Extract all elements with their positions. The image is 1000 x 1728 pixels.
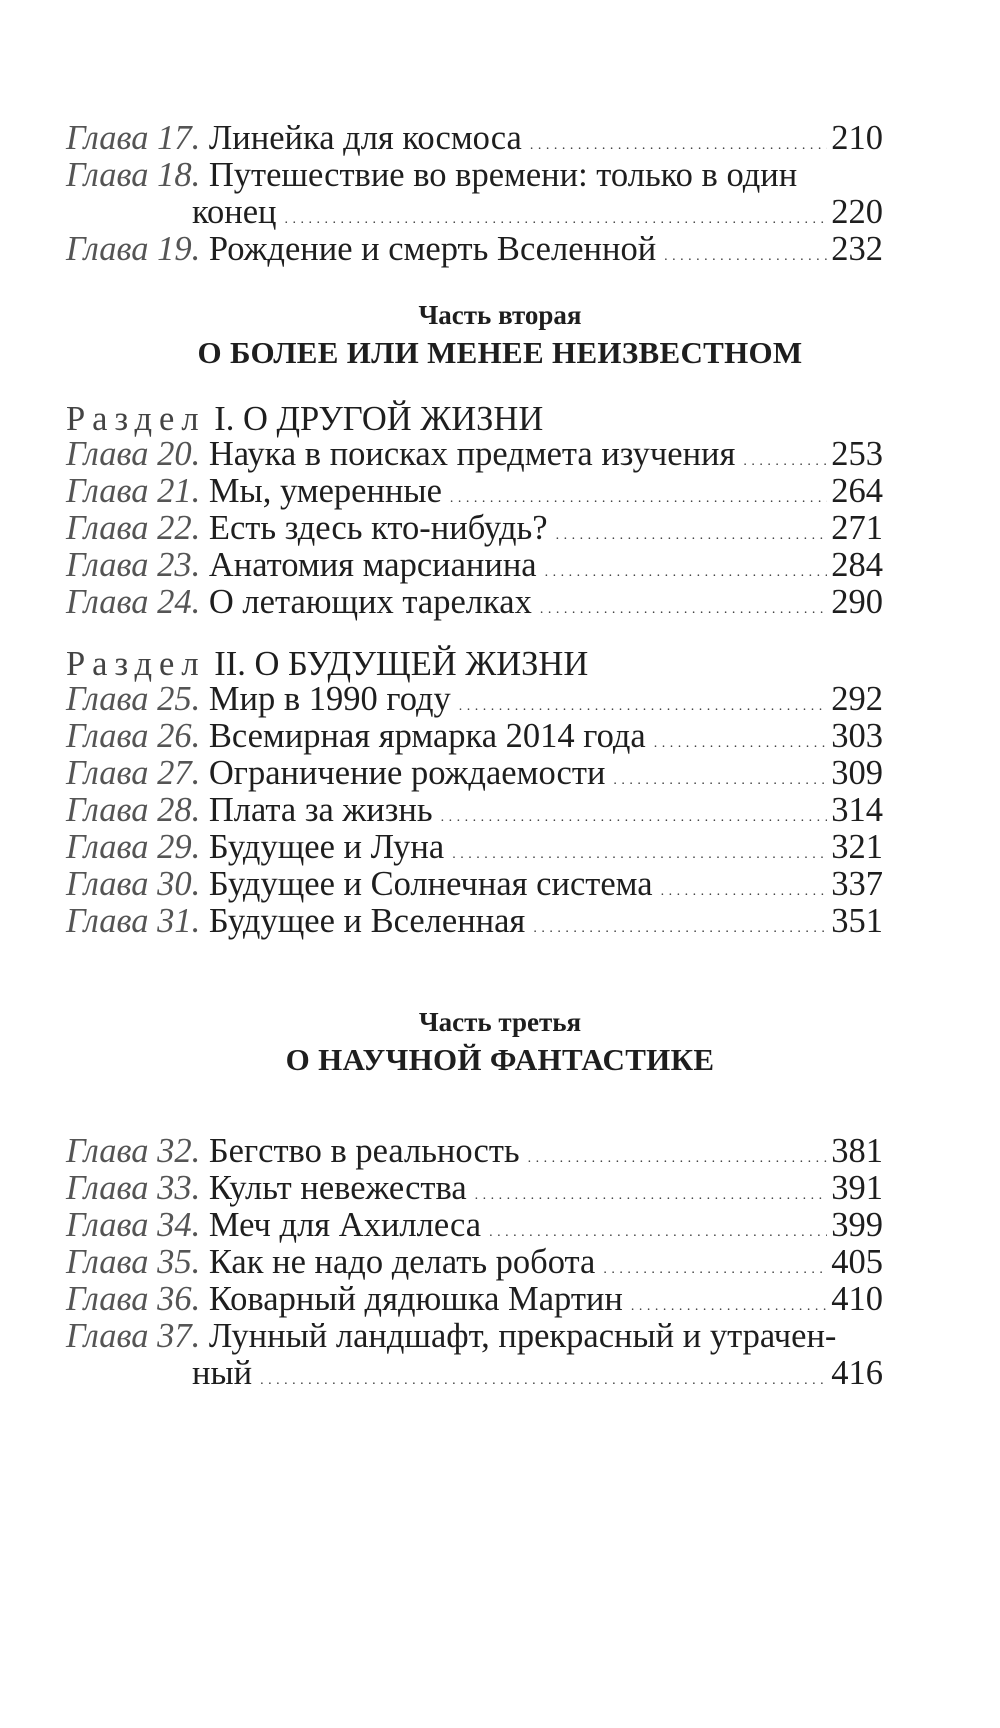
toc-entry — [66, 473, 883, 510]
chapter-label: Глава 35. — [66, 1243, 201, 1281]
part-label: Часть третья — [418, 1007, 582, 1037]
chapter-title: Наука в поисках предмета изучения — [208, 435, 736, 473]
toc-entry — [66, 510, 883, 547]
leader-dots — [533, 903, 827, 947]
page-number: 220 — [831, 193, 883, 231]
toc-entry — [66, 681, 883, 718]
chapter-label: Глава 19. — [66, 230, 201, 268]
toc-entry — [66, 903, 883, 940]
chapter-title: Мир в 1990 году — [208, 680, 451, 718]
toc-section-1 — [66, 436, 883, 621]
part-title: О БОЛЕЕ ИЛИ МЕНЕЕ НЕИЗВЕСТНОМ — [197, 335, 803, 370]
chapter-title: Культ невежества — [208, 1169, 467, 1207]
toc-entry — [66, 157, 883, 231]
chapter-title: О летающих тарелках — [208, 583, 532, 621]
part-label: Часть вторая — [418, 300, 582, 330]
chapter-title: Есть здесь кто-нибудь? — [208, 509, 548, 547]
chapter-title: Анатомия марсианина — [208, 546, 537, 584]
section-prefix: Раздел — [66, 645, 206, 683]
toc-part1-continued — [66, 120, 883, 268]
page-number: 351 — [831, 902, 883, 940]
chapter-label: Глава 21. — [66, 472, 201, 510]
toc-entry — [66, 1207, 883, 1244]
page-number: 284 — [831, 546, 883, 584]
toc-entry — [66, 1244, 883, 1281]
toc-part3 — [66, 1133, 883, 1392]
chapter-title: Рождение и смерть Вселенной — [208, 230, 657, 268]
page-number: 410 — [831, 1280, 883, 1318]
section-title: II. О БУДУЩЕЙ ЖИЗНИ — [205, 645, 589, 683]
toc-entry — [66, 1318, 883, 1392]
page-number: 271 — [831, 509, 883, 547]
toc-entry — [66, 792, 883, 829]
page-number: 232 — [831, 230, 883, 268]
chapter-title: Будущее и Луна — [208, 828, 445, 866]
leader-dots — [260, 1355, 827, 1399]
chapter-title: Будущее и Солнечная система — [208, 865, 653, 903]
page-number: 253 — [831, 435, 883, 473]
toc-entry — [66, 120, 883, 157]
toc-entry — [66, 547, 883, 584]
page-number: 381 — [831, 1132, 883, 1170]
chapter-title: Всемирная ярмарка 2014 года — [208, 717, 646, 755]
chapter-label: Глава 23. — [66, 546, 201, 584]
page-number: 405 — [831, 1243, 883, 1281]
section-heading — [66, 400, 543, 439]
chapter-label: Глава 22. — [66, 509, 201, 547]
chapter-title: Бегство в реальность — [208, 1132, 520, 1170]
chapter-label: Глава 29. — [66, 828, 201, 866]
chapter-title: Коварный дядюшка Мартин — [208, 1280, 623, 1318]
chapter-title-continuation: ный — [192, 1354, 253, 1392]
chapter-label: Глава 30. — [66, 865, 201, 903]
chapter-label: Глава 25. — [66, 680, 201, 718]
chapter-label: Глава 34. — [66, 1206, 201, 1244]
page-number: 309 — [831, 754, 883, 792]
page-number: 314 — [831, 791, 883, 829]
chapter-label: Глава 28. — [66, 791, 201, 829]
chapter-label: Глава 33. — [66, 1169, 201, 1207]
page-number: 210 — [831, 119, 883, 157]
chapter-title-continuation: конец — [192, 193, 277, 231]
chapter-title: Мы, умеренные — [208, 472, 442, 510]
leader-dots — [664, 231, 827, 275]
toc-entry — [66, 584, 883, 621]
section-prefix: Раздел — [66, 400, 206, 438]
chapter-label: Глава 36. — [66, 1280, 201, 1318]
page-number: 416 — [831, 1354, 883, 1392]
chapter-label: Глава 18. — [66, 156, 201, 194]
toc-entry — [66, 436, 883, 473]
page-number: 337 — [831, 865, 883, 903]
page-number: 264 — [831, 472, 883, 510]
chapter-title: Плата за жизнь — [208, 791, 433, 829]
toc-entry — [66, 829, 883, 866]
part-title: О НАУЧНОЙ ФАНТАСТИКЕ — [285, 1042, 715, 1077]
chapter-label: Глава 20. — [66, 435, 201, 473]
page-number: 292 — [831, 680, 883, 718]
toc-entry — [66, 1170, 883, 1207]
page-number: 321 — [831, 828, 883, 866]
page-number: 391 — [831, 1169, 883, 1207]
toc-entry — [66, 866, 883, 903]
page-number: 399 — [831, 1206, 883, 1244]
toc-section-2 — [66, 681, 883, 940]
chapter-label: Глава 31. — [66, 902, 201, 940]
section-title: I. О ДРУГОЙ ЖИЗНИ — [205, 400, 544, 438]
chapter-label: Глава 32. — [66, 1132, 201, 1170]
chapter-label: Глава 17. — [66, 119, 201, 157]
chapter-title: Линейка для космоса — [208, 119, 522, 157]
chapter-label: Глава 37. — [66, 1317, 201, 1355]
toc-entry — [66, 755, 883, 792]
section-heading — [66, 645, 588, 684]
toc-entry — [66, 718, 883, 755]
page-number: 290 — [831, 583, 883, 621]
chapter-title: Будущее и Вселенная — [208, 902, 526, 940]
chapter-label: Глава 27. — [66, 754, 201, 792]
toc-entry — [66, 1133, 883, 1170]
chapter-title: Ограничение рождаемости — [208, 754, 606, 792]
chapter-label: Глава 24. — [66, 583, 201, 621]
page-number: 303 — [831, 717, 883, 755]
chapter-label: Глава 26. — [66, 717, 201, 755]
toc-entry — [66, 1281, 883, 1318]
chapter-title: Как не надо делать робота — [208, 1243, 596, 1281]
chapter-title: Путешествие во времени: только в один — [208, 156, 798, 194]
chapter-title: Лунный ландшафт, прекрасный и утрачен- — [208, 1317, 837, 1355]
chapter-title: Меч для Ахиллеса — [208, 1206, 482, 1244]
toc-entry — [66, 231, 883, 268]
leader-dots — [540, 584, 827, 628]
